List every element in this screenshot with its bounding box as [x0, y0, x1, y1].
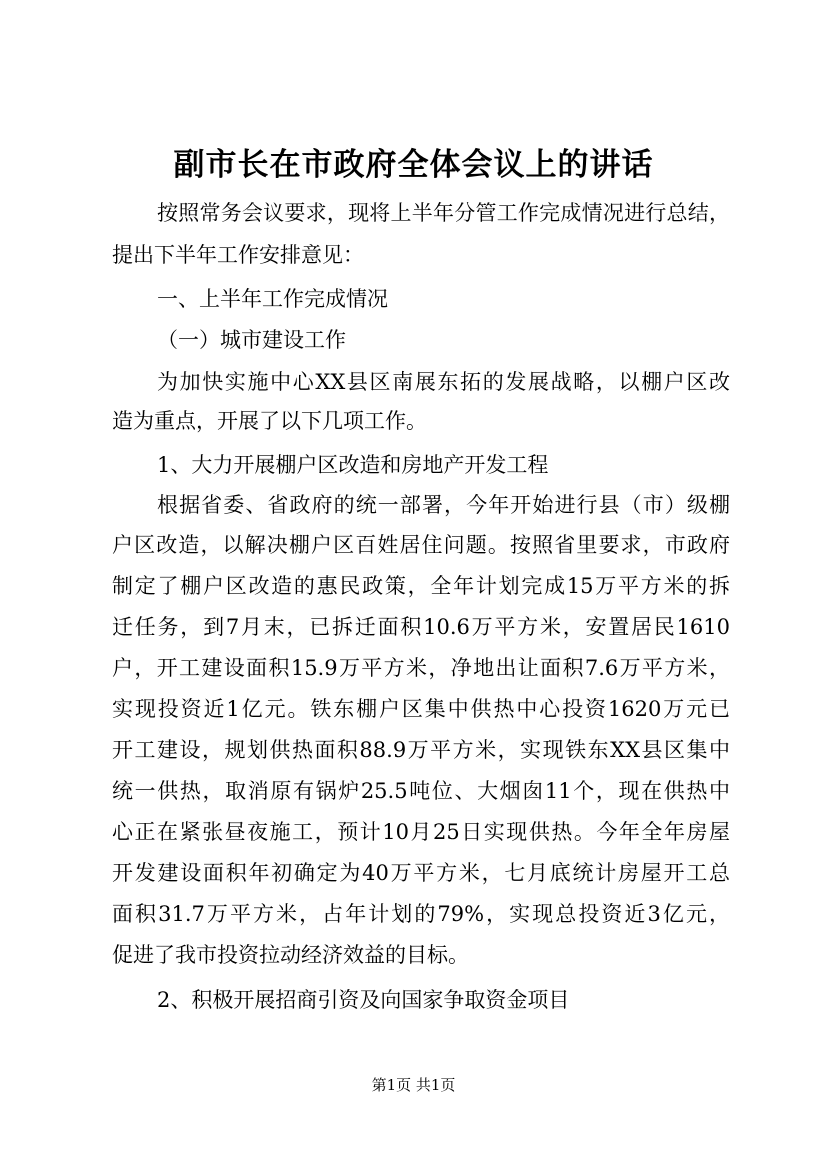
section-heading: 一、上半年工作完成情况 — [157, 287, 388, 311]
item-heading: 1、大力开展棚户区改造和房地产开发工程 — [157, 453, 549, 477]
paragraph-line: 统一供热，取消原有锅炉25.5吨位、大烟囱11个，现在供热中 — [112, 779, 730, 803]
paragraph-line: 户，开工建设面积15.9万平方米，净地出让面积7.6万平方米， — [112, 656, 730, 680]
paragraph-line: 提出下半年工作安排意见： — [112, 243, 364, 267]
document-title: 副市长在市政府全体会议上的讲话 — [173, 147, 654, 183]
paragraph-line: 迁任务，到7月末，已拆迁面积10.6万平方米，安置居民1610 — [112, 615, 730, 639]
paragraph-line: 造为重点，开展了以下几项工作。 — [112, 409, 427, 433]
paragraph-line: 根据省委、省政府的统一部署，今年开始进行县（市）级棚 — [157, 493, 730, 517]
paragraph-line: 实现投资近1亿元。铁东棚户区集中供热中心投资1620万元已 — [112, 697, 730, 721]
paragraph-line: 面积31.7万平方米，占年计划的79%，实现总投资近3亿元， — [112, 902, 730, 926]
paragraph-line: 制定了棚户区改造的惠民政策，全年计划完成15万平方米的拆 — [112, 574, 730, 598]
paragraph-line: 户区改造，以解决棚户区百姓居住问题。按照省里要求，市政府 — [112, 533, 730, 557]
paragraph-line: 促进了我市投资拉动经济效益的目标。 — [112, 943, 469, 967]
paragraph-line: 开发建设面积年初确定为40万平方米，七月底统计房屋开工总 — [112, 861, 730, 885]
item-heading: 2、积极开展招商引资及向国家争取资金项目 — [157, 988, 570, 1012]
paragraph-line: 开工建设，规划供热面积88.9万平方米，实现铁东XX县区集中 — [112, 738, 730, 762]
paragraph-line: 按照常务会议要求，现将上半年分管工作完成情况进行总结， — [157, 201, 730, 225]
paragraph-line: 为加快实施中心XX县区南展东拓的发展战略，以棚户区改 — [157, 370, 730, 394]
subsection-heading: （一）城市建设工作 — [157, 328, 346, 352]
page-number-footer: 第1页 共1页 — [371, 1076, 456, 1094]
paragraph-line: 心正在紧张昼夜施工，预计10月25日实现供热。今年全年房屋 — [112, 820, 730, 844]
